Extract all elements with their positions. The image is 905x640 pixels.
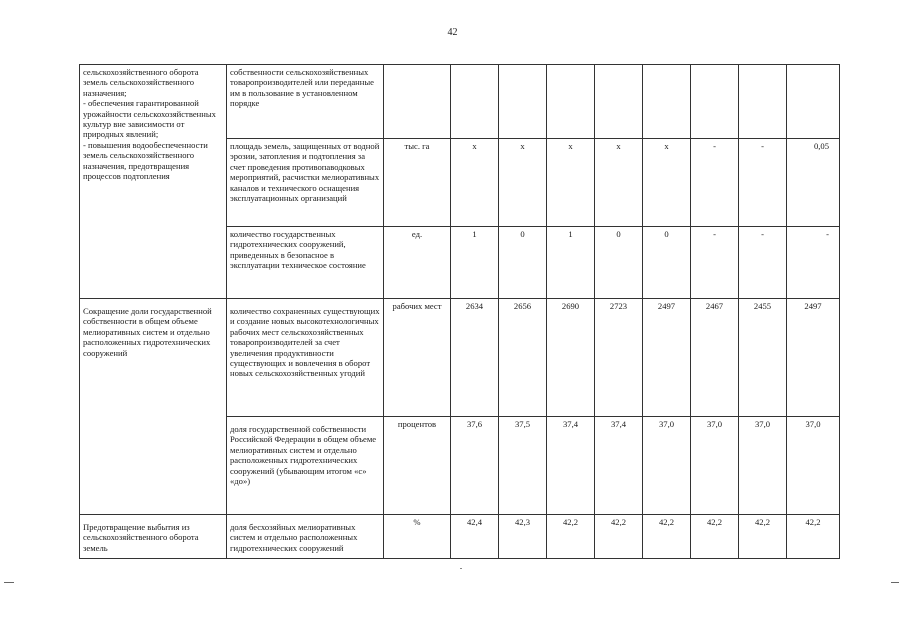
- indicator-name-cell: доля государственной собственности Российской Федерации в общем объеме мелиоративных систем и отдельно расположенных гидротехнических сооружений (убывающим итогом «с» «до»): [227, 417, 384, 515]
- unit-cell: %: [384, 515, 451, 559]
- indicator-name-cell: площадь земель, защищенных от водной эрозии, затопления и подтопления за счет проведения противопаводковых мероприятий, расчистки мелиоративных каналов и технического оснащения эксплуатационных организаций: [227, 139, 384, 227]
- value-cell: [547, 65, 595, 139]
- value-cell: 2497: [787, 299, 840, 417]
- table-row: [80, 299, 840, 417]
- table-body: [80, 65, 840, 559]
- goal-cell: Сокращение доли государственной собственности в общем объеме мелиоративных систем и отдельно расположенных гидротехнических сооружений: [80, 299, 227, 515]
- value-cell: 42,2: [691, 515, 739, 559]
- unit-cell: рабочих мест: [384, 299, 451, 417]
- table-row: [80, 65, 840, 139]
- value-cell: х: [451, 139, 499, 227]
- scan-artifact: [460, 568, 462, 569]
- value-cell: 2497: [643, 299, 691, 417]
- value-cell: 37,4: [595, 417, 643, 515]
- value-cell: х: [499, 139, 547, 227]
- value-cell: 0: [643, 227, 691, 299]
- indicator-name-cell: количество сохраненных существующих и создание новых высокотехнологичных рабочих мест сельскохозяйственных товаропроизводителей за счет увеличения продуктивности существующих и вовлечения в оборот новых сельскохозяйственных угодий: [227, 299, 384, 417]
- value-cell: [643, 65, 691, 139]
- value-cell: 0: [595, 227, 643, 299]
- value-cell: 0,05: [787, 139, 840, 227]
- value-cell: -: [691, 227, 739, 299]
- value-cell: -: [787, 227, 840, 299]
- page-number: 42: [447, 27, 458, 38]
- value-cell: х: [643, 139, 691, 227]
- value-cell: 2634: [451, 299, 499, 417]
- value-cell: 2690: [547, 299, 595, 417]
- value-cell: -: [739, 227, 787, 299]
- value-cell: [595, 65, 643, 139]
- unit-cell: процентов: [384, 417, 451, 515]
- value-cell: 2656: [499, 299, 547, 417]
- unit-cell: тыс. га: [384, 139, 451, 227]
- scan-edge-mark: [891, 582, 899, 583]
- value-cell: 37,0: [787, 417, 840, 515]
- value-cell: -: [691, 139, 739, 227]
- value-cell: 42,2: [739, 515, 787, 559]
- value-cell: 42,2: [787, 515, 840, 559]
- table-row: [80, 515, 840, 559]
- value-cell: 0: [499, 227, 547, 299]
- value-cell: [739, 65, 787, 139]
- value-cell: 37,6: [451, 417, 499, 515]
- value-cell: [451, 65, 499, 139]
- value-cell: х: [595, 139, 643, 227]
- value-cell: 42,4: [451, 515, 499, 559]
- unit-cell: ед.: [384, 227, 451, 299]
- value-cell: 42,2: [643, 515, 691, 559]
- value-cell: 42,2: [595, 515, 643, 559]
- value-cell: [691, 65, 739, 139]
- value-cell: -: [739, 139, 787, 227]
- value-cell: 42,3: [499, 515, 547, 559]
- value-cell: 1: [451, 227, 499, 299]
- scan-edge-mark: [4, 582, 14, 583]
- indicators-table: [79, 64, 840, 559]
- value-cell: 42,2: [547, 515, 595, 559]
- value-cell: [787, 65, 840, 139]
- value-cell: х: [547, 139, 595, 227]
- value-cell: 37,4: [547, 417, 595, 515]
- indicator-name-cell: количество государственных гидротехнических сооружений, приведенных в безопасное в эксплуатации техническое состояние: [227, 227, 384, 299]
- value-cell: 37,0: [691, 417, 739, 515]
- value-cell: 2467: [691, 299, 739, 417]
- value-cell: 37,0: [643, 417, 691, 515]
- value-cell: 1: [547, 227, 595, 299]
- value-cell: 37,5: [499, 417, 547, 515]
- value-cell: [499, 65, 547, 139]
- value-cell: 2723: [595, 299, 643, 417]
- goal-cell: сельскохозяйственного оборота земель сельскохозяйственного назначения; - обеспечения гарантированной урожайности сельскохозяйственных культур вне зависимости от природных явлений; - повышения водообеспеченности земель сельскохозяйственного назначения, предотвращения процессов подтопления: [80, 65, 227, 299]
- value-cell: 37,0: [739, 417, 787, 515]
- unit-cell: [384, 65, 451, 139]
- goal-cell: Предотвращение выбытия из сельскохозяйственного оборота земель: [80, 515, 227, 559]
- indicator-name-cell: собственности сельскохозяйственных товаропроизводителей или переданные им в пользование в установленном порядке: [227, 65, 384, 139]
- value-cell: 2455: [739, 299, 787, 417]
- indicator-name-cell: доля бесхозяйных мелиоративных систем и отдельно расположенных гидротехнических сооружений: [227, 515, 384, 559]
